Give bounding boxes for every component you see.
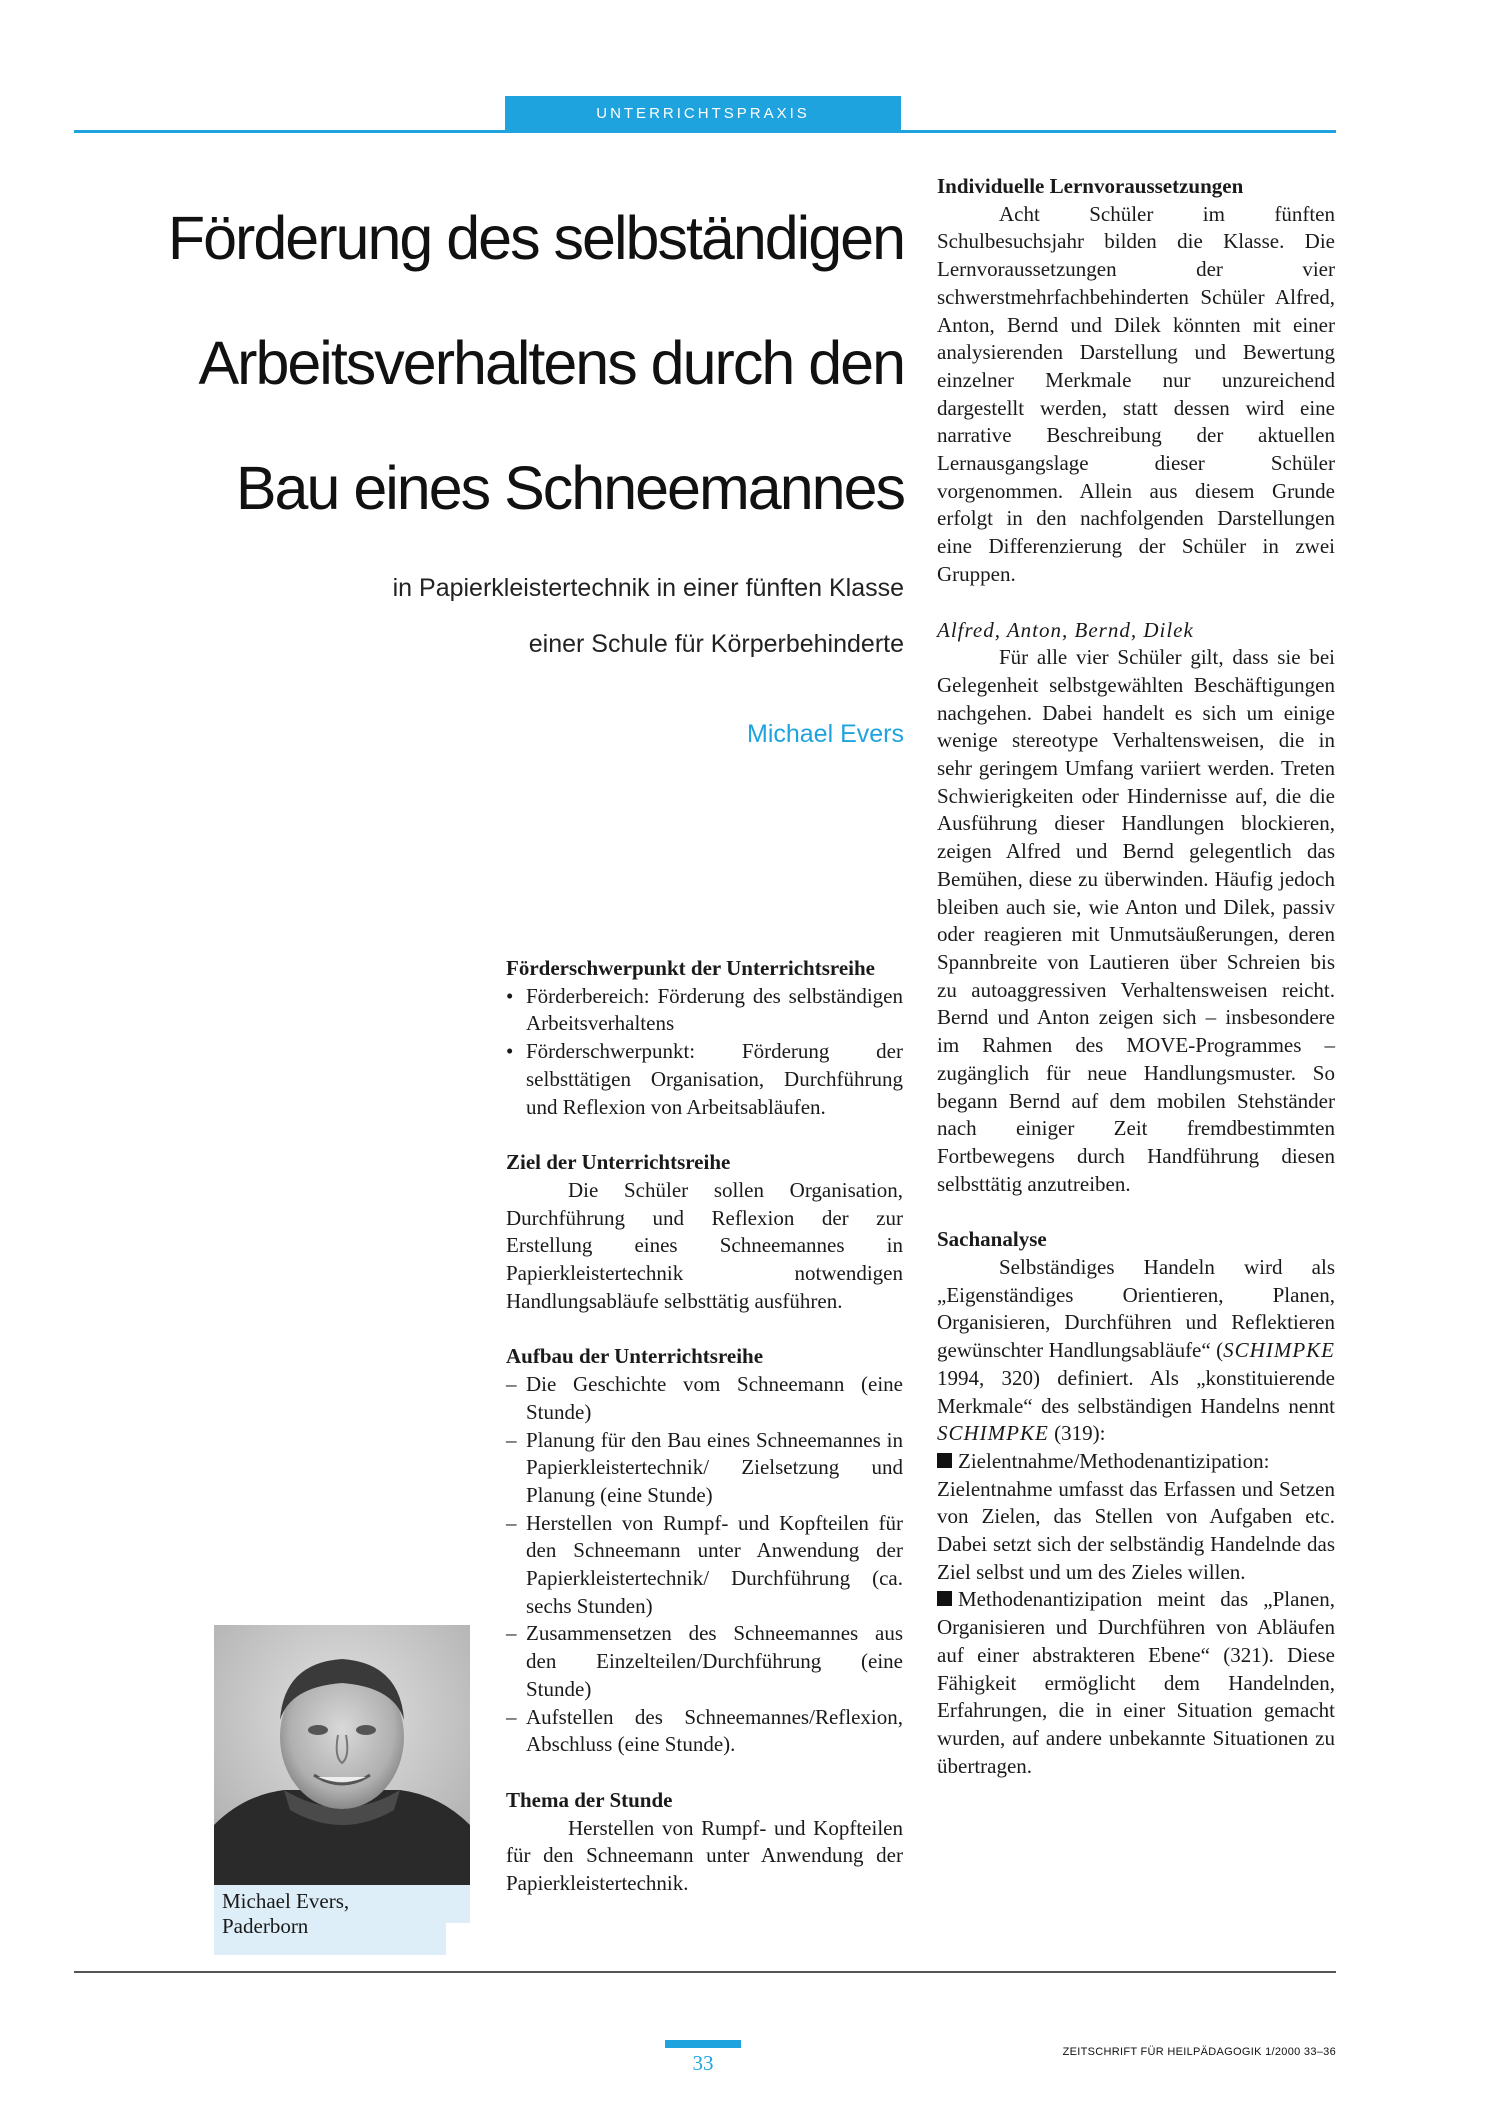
page-number: 33 bbox=[692, 2051, 714, 2075]
heading-schueler-gruppe: Alfred, Anton, Bernd, Dilek bbox=[937, 617, 1194, 642]
dash-marker: – bbox=[506, 1621, 517, 1646]
list-item-text: Aufstellen des Schneemannes/Reflexion, Abschluss (eine Stunde). bbox=[526, 1704, 903, 1757]
list-item bbox=[506, 1620, 903, 1703]
page-number-tab bbox=[665, 2040, 741, 2048]
heading-sachanalyse: Sachanalyse bbox=[937, 1227, 1047, 1252]
title-line-3: Bau eines Schneemannes bbox=[235, 454, 904, 522]
list-item-text: Förderschwerpunkt: Förderung der selbsttätigen Organisation, Durchführung und Reflexion von Arbeitsabläufen. bbox=[526, 1039, 903, 1119]
list-item-text: Die Geschichte vom Schneemann (eine Stunde) bbox=[526, 1372, 903, 1424]
heading-lernvoraussetzungen: Individuelle Lernvoraussetzungen bbox=[937, 174, 1244, 198]
dash-marker: – bbox=[506, 1372, 517, 1397]
list-item-text: Zusammensetzen des Schneemannes aus den Einzelteilen/Durchführung (eine Stunde) bbox=[526, 1621, 903, 1701]
heading-ziel: Ziel der Unterrichtsreihe bbox=[506, 1150, 731, 1175]
square-bullet-item bbox=[937, 1586, 1335, 1780]
subtitle-line-2: einer Schule für Körperbehinderte bbox=[528, 630, 904, 658]
bullet-marker: • bbox=[506, 983, 514, 1008]
heading-thema: Thema der Stunde bbox=[506, 1787, 673, 1812]
heading-aufbau: Aufbau der Unterrichtsreihe bbox=[506, 1344, 764, 1369]
schueler-gruppe-text: Für alle vier Schüler gilt, dass sie bei Gelegenheit selbstgewählten Beschäftigungen nachgehen. Dabei handelt es sich um einige wenige stereotype Verhaltensweisen, die in sehr geringem Umfang variiert werden. Treten Schwierigkeiten oder Hindernisse auf, die die Ausführung dieser Handlungen blockieren, zeigen Alfred und Bernd gelegentlich das Bemühen, diese zu überwinden. Häufig jedoch bleiben auch sie, wie Anton und Dilek, passiv oder reagieren mit Unmutsäußerungen, deren Spannbreite von Lautieren über Schreien bis zu autoaggressiven Verhaltensweisen reicht. Bernd und Anton zeigen sich – insbesondere im Rahmen des MOVE-Programmes – zugänglich für neue Handlungsmuster. So begann Bernd auf dem mobilen Stehständer nach einiger Zeit fremdbestimmten Fortbewegens durch Handführung diesen selbsttätig anzutreiben. bbox=[937, 645, 1335, 1196]
list-item bbox=[506, 1427, 903, 1510]
dash-marker: – bbox=[506, 1704, 517, 1729]
right-column bbox=[937, 173, 1335, 1780]
list-item-text: Planung für den Bau eines Schneemannes in Papierkleistertechnik/ Zielsetzung und Planung (eine Stunde) bbox=[526, 1427, 903, 1507]
list-item bbox=[506, 1371, 903, 1426]
list-item-text: Herstellen von Rumpf- und Kopfteilen für den Schneemann unter Anwendung der Papierkleistertechnik/ Durchführung (ca. sechs Stunden) bbox=[526, 1510, 903, 1618]
list-item bbox=[506, 1038, 903, 1121]
dash-marker: – bbox=[506, 1510, 517, 1535]
square-bullet-text: Methodenantizipation meint das „Planen, Organisieren und Durchführen von Abläufen auf einer abstrakteren Ebene“ (321). Diese Fähigkeit ermöglicht dem Handelnden, Erfahrungen, die in einer Situation gemacht wurden, auf andere unbekannte Situationen zu übertragen. bbox=[937, 1587, 1335, 1778]
ziel-text: Die Schüler sollen Organisation, Durchführung und Reflexion der zur Erstellung eines Schneemannes in Papierkleistertechnik notwendigen Handlungsabläufe selbsttätig ausführen. bbox=[506, 1177, 903, 1313]
title-line-1: Förderung des selbständigen bbox=[167, 204, 904, 272]
title-line-2: Arbeitsverhaltens durch den bbox=[198, 329, 904, 397]
square-bullet-icon bbox=[937, 1453, 952, 1468]
list-item bbox=[506, 1510, 903, 1621]
thema-text: Herstellen von Rumpf- und Kopfteilen für den Schneemann unter Anwendung der Papierkleistertechnik. bbox=[506, 1815, 903, 1896]
author-name: Michael Evers bbox=[747, 720, 904, 748]
author-photo bbox=[214, 1625, 470, 1885]
square-bullet-item bbox=[937, 1448, 1335, 1587]
caption-tail bbox=[446, 1885, 470, 1923]
dash-marker: – bbox=[506, 1427, 517, 1452]
square-bullet-text: Zielentnahme/Methodenantizipation: Zielentnahme umfasst das Erfassen und Setzen von Zielen, das Stellen von Aufgaben etc. Dabei setzt sich der selbständig Handelnde das Ziel selbst und um des Zieles willen. bbox=[937, 1448, 1335, 1584]
list-item bbox=[506, 1704, 903, 1759]
heading-foerderschwerpunkt: Förderschwerpunkt der Unterrichtsreihe bbox=[506, 956, 875, 980]
list-item bbox=[506, 983, 903, 1038]
lernvoraussetzungen-text: Acht Schüler im fünften Schulbesuchsjahr bilden die Klasse. Die Lernvoraussetzungen der vier schwerstmehrfachbehinderten Schüler Alfred, Anton, Bernd und Dilek könnten mit einer analysierenden Darstellung und Bewertung einzelner Merkmale nur unzureichend dargestellt werden, statt dessen wird eine narrative Beschreibung der aktuellen Lernausgangslage dieser Schüler vorgenommen. Allein aus diesem Grunde erfolgt in den nachfolgenden Darstellungen eine Differenzierung der Schüler in zwei Gruppen. bbox=[937, 201, 1335, 586]
citation-author: SCHIMPKE bbox=[937, 1421, 1049, 1446]
bottom-rule bbox=[74, 1971, 1336, 1973]
section-rubric: UNTERRICHTSPRAXIS bbox=[505, 96, 901, 130]
photo-caption: Michael Evers, Paderborn bbox=[214, 1885, 446, 1955]
aufbau-list bbox=[506, 1371, 903, 1759]
middle-column bbox=[506, 955, 903, 1898]
sachanalyse-text: Selbständiges Handeln wird als „Eigenständiges Orientieren, Planen, Organisieren, Durchführen und Reflektieren gewünschter Handlungsabläufe“ (SCHIMPKE 1994, 320) definiert. Als „konstituierende Merkmale“ des selbständigen Handelns nennt SCHIMPKE (319): bbox=[937, 1255, 1335, 1446]
foerderschwerpunkt-list bbox=[506, 983, 903, 1122]
top-rule bbox=[74, 130, 1336, 133]
square-bullet-icon bbox=[937, 1591, 952, 1606]
bullet-marker: • bbox=[506, 1039, 514, 1064]
citation-author: SCHIMPKE bbox=[1223, 1338, 1335, 1363]
list-item-text: Förderbereich: Förderung des selbständigen Arbeitsverhaltens bbox=[526, 983, 903, 1036]
journal-reference: ZEITSCHRIFT FÜR HEILPÄDAGOGIK 1/2000 33–36 bbox=[1062, 2046, 1336, 2058]
subtitle-line-1: in Papierkleistertechnik in einer fünften Klasse bbox=[392, 574, 904, 602]
